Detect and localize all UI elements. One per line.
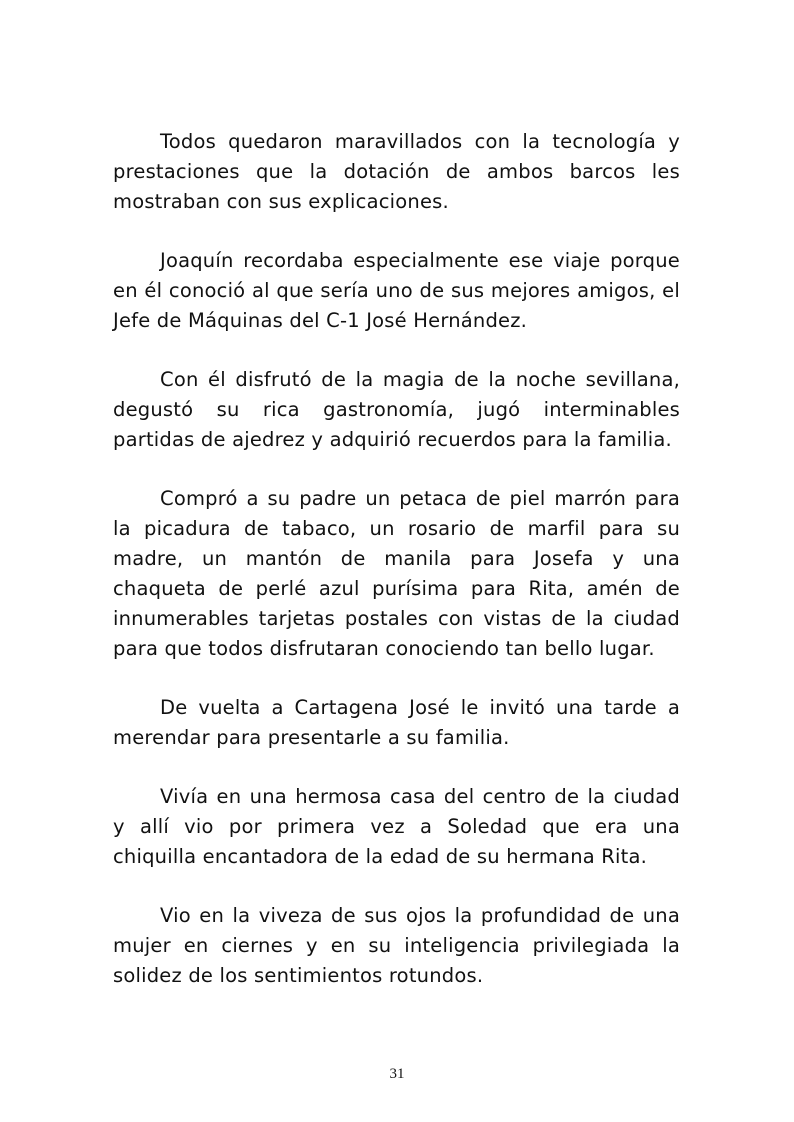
paragraph-3: Con él disfrutó de la magia de la noche sevillana, degustó su rica gastronomía, jugó interminables partidas de ajedrez y adquirió recuerdos para la familia. <box>113 368 680 451</box>
page-number: 31 <box>389 1066 405 1082</box>
paragraph-1: Todos quedaron maravillados con la tecnología y prestaciones que la dotación de ambos barcos les mostraban con sus explicaciones. <box>113 130 680 213</box>
paragraph-6: Vivía en una hermosa casa del centro de la ciudad y allí vio por primera vez a Soledad que era una chiquilla encantadora de la edad de su hermana Rita. <box>113 785 680 868</box>
body-text <box>113 127 680 1020</box>
paragraph-2: Joaquín recordaba especialmente ese viaje porque en él conoció al que sería uno de sus mejores amigos, el Jefe de Máquinas del C-1 José Hernández. <box>113 249 680 332</box>
paragraph-4: Compró a su padre un petaca de piel marrón para la picadura de tabaco, un rosario de marfil para su madre, un mantón de manila para Josefa y una chaqueta de perlé azul purísima para Rita, amén de innumerables tarjetas postales con vistas de la ciudad para que todos disfrutaran conociendo tan bello lugar. <box>113 487 680 660</box>
paragraph-7: Vio en la viveza de sus ojos la profundidad de una mujer en ciernes y en su inteligencia privilegiada la solidez de los sentimientos rotundos. <box>113 904 680 987</box>
paragraph-5: De vuelta a Cartagena José le invitó una tarde a merendar para presentarle a su familia. <box>113 696 680 749</box>
